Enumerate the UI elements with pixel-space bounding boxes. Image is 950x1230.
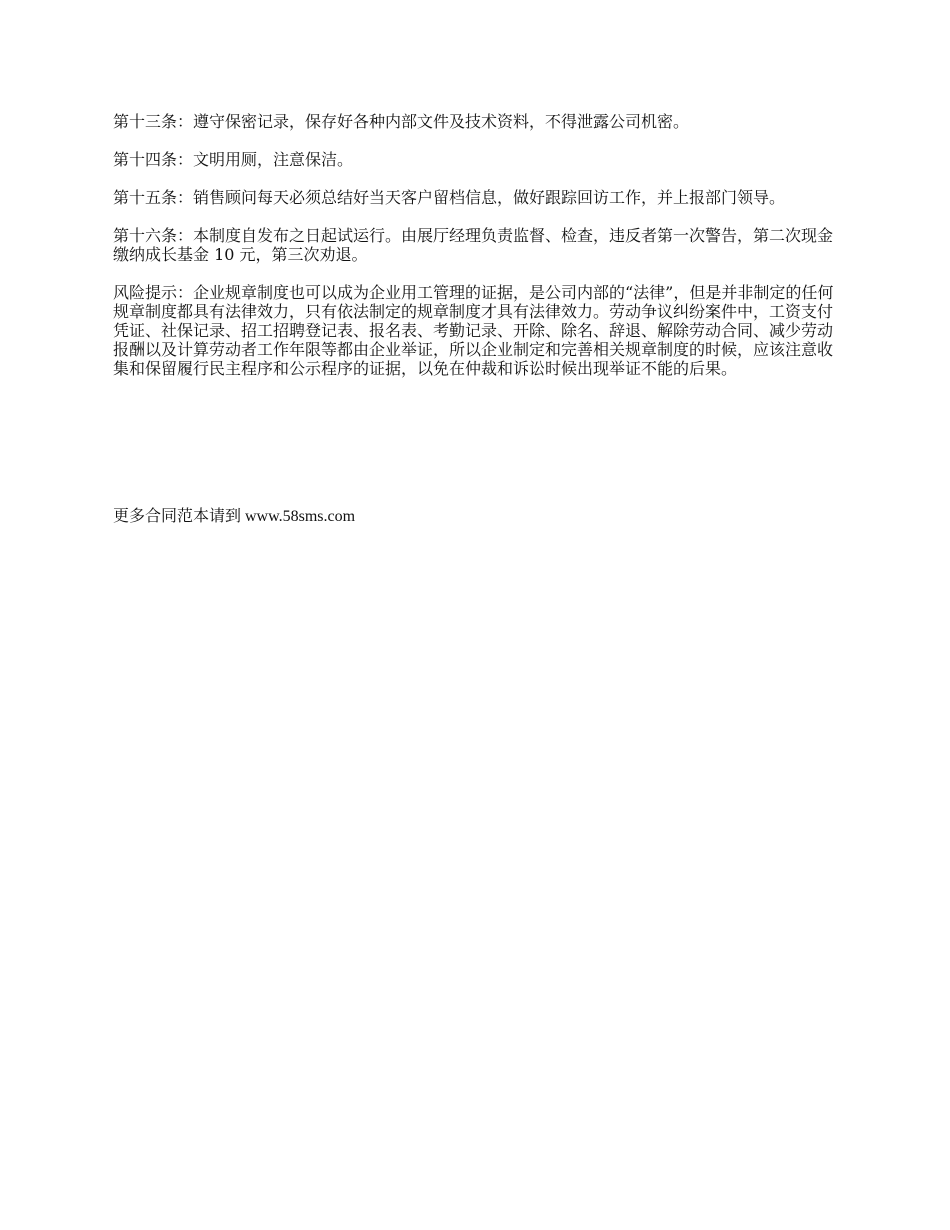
footer-more-templates-text: 更多合同范本请到 www.58sms.com — [113, 508, 356, 525]
article-16-paragraph: 第十六条：本制度自发布之日起试运行。由展厅经理负责监督、检查，违反者第一次警告，第二次现金缴纳成长基金 10 元，第三次劝退。 — [113, 226, 834, 264]
document-body — [113, 112, 843, 397]
risk-notice-paragraph: 风险提示：企业规章制度也可以成为企业用工管理的证据，是公司内部的“法律”，但是并非制定的任何规章制度都具有法律效力，只有依法制定的规章制度才具有法律效力。劳动争议纠纷案件中，工资支付凭证、社保记录、招工招聘登记表、报名表、考勤记录、开除、除名、辞退、解除劳动合同、减少劳动报酬以及计算劳动者工作年限等都由企业举证，所以企业制定和完善相关规章制度的时候，应该注意收集和保留履行民主程序和公示程序的证据，以免在仲裁和诉讼时候出现举证不能的后果。 — [113, 283, 834, 378]
article-15-paragraph: 第十五条：销售顾问每天必须总结好当天客户留档信息，做好跟踪回访工作，并上报部门领导。 — [113, 188, 786, 207]
article-14-paragraph: 第十四条：文明用厕，注意保洁。 — [113, 150, 354, 169]
article-13-paragraph: 第十三条：遵守保密记录，保存好各种内部文件及技术资料，不得泄露公司机密。 — [113, 112, 690, 131]
